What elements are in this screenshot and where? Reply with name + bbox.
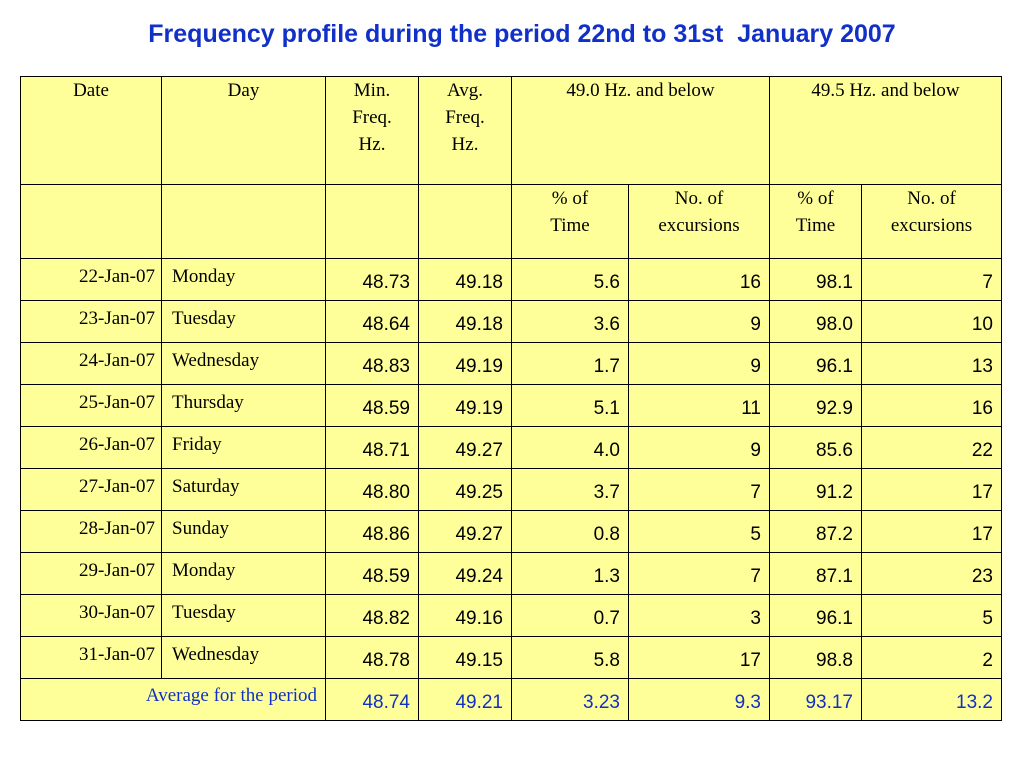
avg-freq-cell: 49.27 [419,511,512,553]
excursions-49-0-cell: 11 [629,385,770,427]
header-min-freq-line: Min. [353,80,391,101]
day-cell: Tuesday [162,301,326,343]
date-cell: 30-Jan-07 [21,595,162,637]
header-avg-freq-line: Hz. [451,134,479,155]
day-cell: Wednesday [162,637,326,679]
min-freq-cell: 48.64 [326,301,419,343]
min-freq-cell: 48.82 [326,595,419,637]
avg-freq-cell: 49.24 [419,553,512,595]
min-freq-cell: 48.59 [326,553,419,595]
date-cell: 24-Jan-07 [21,343,162,385]
table-row [21,301,1002,343]
avg-freq-cell: 49.18 [419,301,512,343]
pct-time-49-5-cell: 87.2 [770,511,862,553]
page-title: Frequency profile during the period 22nd to 31st January 2007 [148,20,896,48]
average-pct-time-49-0: 3.23 [512,679,629,721]
pct-time-49-0-cell: 4.0 [512,427,629,469]
header-date: Date [21,77,162,185]
excursions-49-5-cell: 7 [862,259,1002,301]
min-freq-cell: 48.86 [326,511,419,553]
day-cell: Thursday [162,385,326,427]
pct-time-49-5-cell: 85.6 [770,427,862,469]
pct-time-49-0-cell: 5.1 [512,385,629,427]
frequency-table [20,76,1002,721]
min-freq-cell: 48.59 [326,385,419,427]
header-line: Time [795,215,836,236]
header-avg-freq [419,77,512,185]
header-empty-cell [419,185,512,259]
header-avg-freq-line: Avg. [446,80,484,101]
pct-time-49-0-cell: 5.8 [512,637,629,679]
excursions-49-5-cell: 13 [862,343,1002,385]
header-line: excursions [658,215,740,236]
avg-freq-cell: 49.16 [419,595,512,637]
pct-time-49-5-cell: 96.1 [770,595,862,637]
pct-time-49-0-cell: 1.7 [512,343,629,385]
excursions-49-5-cell: 16 [862,385,1002,427]
day-cell: Tuesday [162,595,326,637]
table-row [21,385,1002,427]
avg-freq-cell: 49.19 [419,385,512,427]
table-row [21,469,1002,511]
header-excursions-49-5 [862,185,1002,259]
avg-freq-cell: 49.25 [419,469,512,511]
date-cell: 29-Jan-07 [21,553,162,595]
date-cell: 31-Jan-07 [21,637,162,679]
avg-freq-cell: 49.15 [419,637,512,679]
excursions-49-0-cell: 3 [629,595,770,637]
average-min-freq: 48.74 [326,679,419,721]
excursions-49-0-cell: 7 [629,553,770,595]
header-line: No. of [674,188,724,209]
average-avg-freq: 49.21 [419,679,512,721]
excursions-49-5-cell: 17 [862,511,1002,553]
excursions-49-5-cell: 23 [862,553,1002,595]
average-row [21,679,1002,721]
day-cell: Monday [162,553,326,595]
pct-time-49-5-cell: 96.1 [770,343,862,385]
excursions-49-0-cell: 7 [629,469,770,511]
header-line: % of [551,188,589,209]
header-pct-time-49-5 [770,185,862,259]
avg-freq-cell: 49.27 [419,427,512,469]
header-pct-time-49-0 [512,185,629,259]
pct-time-49-5-cell: 98.8 [770,637,862,679]
min-freq-cell: 48.80 [326,469,419,511]
average-excursions-49-5: 13.2 [862,679,1002,721]
date-cell: 23-Jan-07 [21,301,162,343]
min-freq-cell: 48.83 [326,343,419,385]
header-row-1 [21,77,1002,185]
pct-time-49-5-cell: 92.9 [770,385,862,427]
table-row [21,343,1002,385]
day-cell: Monday [162,259,326,301]
excursions-49-5-cell: 5 [862,595,1002,637]
header-min-freq-line: Freq. [352,107,392,128]
avg-freq-cell: 49.18 [419,259,512,301]
excursions-49-0-cell: 5 [629,511,770,553]
table-row [21,427,1002,469]
table-row [21,553,1002,595]
table-row [21,637,1002,679]
pct-time-49-5-cell: 91.2 [770,469,862,511]
header-empty-cell [21,185,162,259]
excursions-49-5-cell: 17 [862,469,1002,511]
excursions-49-0-cell: 9 [629,343,770,385]
pct-time-49-0-cell: 1.3 [512,553,629,595]
average-label: Average for the period [21,679,326,721]
header-excursions-49-0 [629,185,770,259]
header-group-49-0: 49.0 Hz. and below [512,77,770,185]
date-cell: 25-Jan-07 [21,385,162,427]
excursions-49-0-cell: 17 [629,637,770,679]
pct-time-49-0-cell: 3.7 [512,469,629,511]
header-day: Day [162,77,326,185]
average-pct-time-49-5: 93.17 [770,679,862,721]
pct-time-49-0-cell: 5.6 [512,259,629,301]
day-cell: Sunday [162,511,326,553]
excursions-49-5-cell: 22 [862,427,1002,469]
excursions-49-0-cell: 9 [629,301,770,343]
table-row [21,511,1002,553]
min-freq-cell: 48.73 [326,259,419,301]
min-freq-cell: 48.71 [326,427,419,469]
header-min-freq [326,77,419,185]
date-cell: 28-Jan-07 [21,511,162,553]
excursions-49-5-cell: 2 [862,637,1002,679]
date-cell: 27-Jan-07 [21,469,162,511]
pct-time-49-0-cell: 0.8 [512,511,629,553]
header-line: Time [550,215,590,236]
table-row [21,595,1002,637]
header-group-49-5: 49.5 Hz. and below [770,77,1002,185]
header-line: % of [797,188,834,209]
date-cell: 22-Jan-07 [21,259,162,301]
pct-time-49-0-cell: 0.7 [512,595,629,637]
header-empty-cell [326,185,419,259]
header-row-2 [21,185,1002,259]
header-empty-cell [162,185,326,259]
header-avg-freq-line: Freq. [445,107,485,128]
excursions-49-0-cell: 16 [629,259,770,301]
pct-time-49-5-cell: 87.1 [770,553,862,595]
pct-time-49-0-cell: 3.6 [512,301,629,343]
header-min-freq-line: Hz. [358,134,386,155]
day-cell: Saturday [162,469,326,511]
header-line: excursions [890,215,973,236]
avg-freq-cell: 49.19 [419,343,512,385]
day-cell: Wednesday [162,343,326,385]
day-cell: Friday [162,427,326,469]
excursions-49-0-cell: 9 [629,427,770,469]
table-row [21,259,1002,301]
pct-time-49-5-cell: 98.0 [770,301,862,343]
min-freq-cell: 48.78 [326,637,419,679]
header-line: No. of [907,188,956,209]
excursions-49-5-cell: 10 [862,301,1002,343]
pct-time-49-5-cell: 98.1 [770,259,862,301]
average-excursions-49-0: 9.3 [629,679,770,721]
date-cell: 26-Jan-07 [21,427,162,469]
